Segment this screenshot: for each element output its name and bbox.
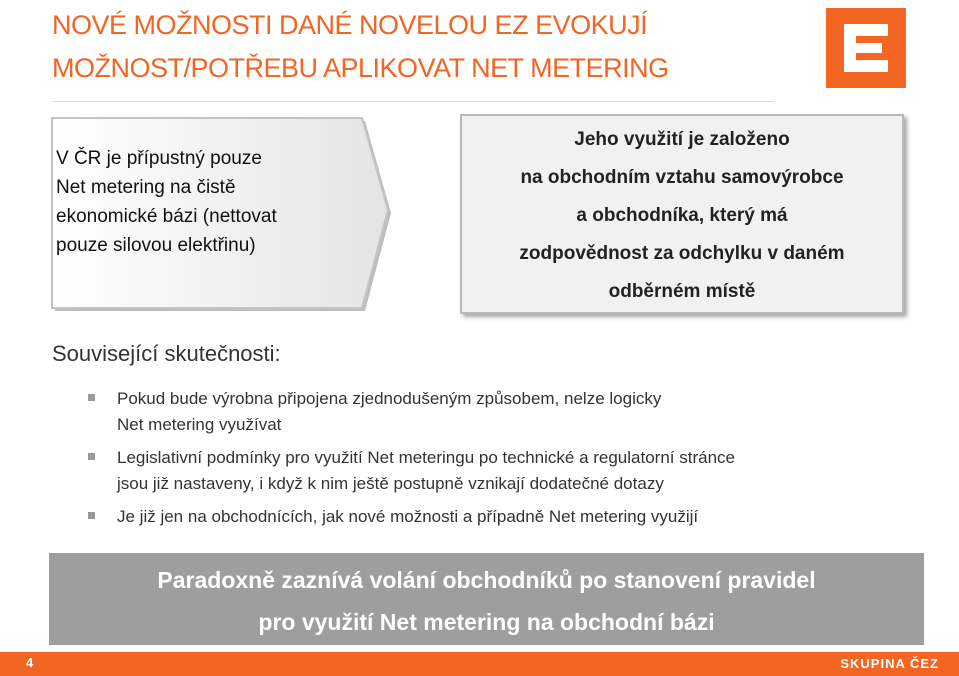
bullet-text: Legislativní podmínky pro využití Net meteringu po technické a regulatorní stránce (117, 448, 735, 467)
chevron-line-3: ekonomické bázi (nettovat (56, 206, 277, 227)
list-item (88, 445, 908, 497)
bullet-text: Pokud bude výrobna připojena zjednodušeným způsobem, nelze logicky (117, 389, 662, 408)
list-item (88, 386, 908, 438)
section-heading: Související skutečnosti: (52, 341, 281, 366)
bullet-square-icon (88, 453, 95, 460)
footer-brand: SKUPINA ČEZ (840, 656, 939, 671)
title-divider (52, 101, 774, 102)
footer-bar (0, 652, 959, 676)
slide-title-line-2: MOŽNOST/POTŘEBU APLIKOVAT NET METERING (52, 53, 669, 83)
info-line-4: zodpovědnost za odchylku v daném (519, 243, 845, 264)
list-item (88, 504, 908, 530)
banner-line-1: Paradoxně zaznívá volání obchodníků po stanovení pravidel (157, 567, 816, 593)
info-line-1: Jeho využití je založeno (574, 129, 790, 150)
chevron-line-1: V ČR je přípustný pouze (56, 148, 262, 169)
info-line-2: na obchodním vztahu samovýrobce (520, 167, 844, 188)
bullet-text: Je již jen na obchodnících, jak nové možnosti a případně Net metering využijí (117, 507, 699, 526)
bullet-text: jsou již nastaveny, i když k nim ještě postupně vznikají dodatečné dotazy (117, 474, 664, 493)
slide-title-line-1: NOVÉ MOŽNOSTI DANÉ NOVELOU EZ EVOKUJÍ (52, 10, 648, 40)
conclusion-banner (49, 553, 924, 645)
info-box-text (460, 121, 904, 311)
slide-title (52, 4, 772, 90)
info-line-3: a obchodníka, který má (576, 205, 788, 226)
cez-logo-icon (826, 8, 906, 88)
info-line-5: odběrném místě (608, 281, 756, 302)
bullet-square-icon (88, 512, 95, 519)
bullet-text: Net metering využívat (117, 415, 282, 434)
bullet-square-icon (88, 394, 95, 401)
chevron-text (56, 144, 366, 260)
banner-line-2: pro využití Net metering na obchodní bázi (258, 609, 715, 635)
chevron-line-4: pouze silovou elektřinu) (56, 235, 256, 256)
page-number: 4 (26, 655, 34, 670)
bullet-list (88, 386, 908, 537)
chevron-line-2: Net metering na čistě (56, 177, 236, 198)
